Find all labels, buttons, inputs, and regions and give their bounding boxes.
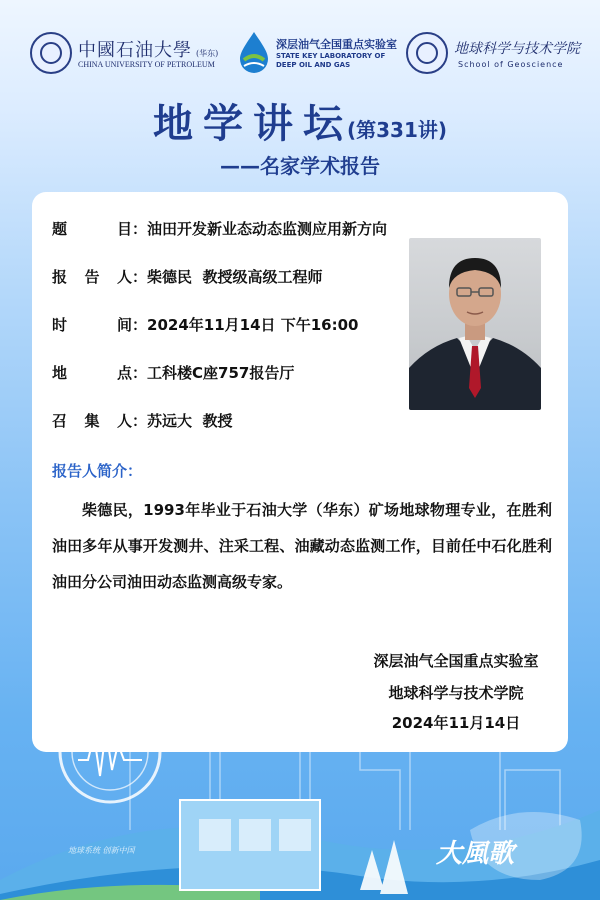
school-english: School of Geoscience [458, 60, 564, 69]
university-name: 中國石油大學 [78, 40, 192, 61]
school-logo [406, 28, 586, 78]
badge-text: School of Geosciences [54, 695, 163, 749]
bio-text: 柴德民，1993年毕业于石油大学（华东）矿场地球物理专业，在胜利油田多年从事开发测井、注采工程、油藏动态监测工作，目前任中石化胜利油田分公司油田动态监测高级专家。 [52, 501, 552, 591]
university-english: CHINA UNIVERSITY OF PETROLEUM [78, 60, 215, 69]
logo-bar [0, 28, 600, 78]
page-subtitle: ——名家学术报告 [220, 154, 380, 178]
convener-value: 苏远大 教授 [147, 412, 233, 430]
footer-slogan: 地球系统 创新中国 [68, 846, 135, 855]
school-name: 地球科学与技术学院 [454, 41, 580, 57]
convener-row: 召集人：苏远大 教授 [52, 412, 233, 430]
page-title [0, 92, 600, 149]
signature-date: 2024年11月14日 [391, 714, 521, 732]
info-card [32, 192, 568, 752]
brand-mark: 大風歌 [435, 839, 514, 869]
topic-value: 油田开发新业态动态监测应用新方向 [147, 220, 388, 238]
topic-row: 题 目：油田开发新业态动态监测应用新方向 [52, 220, 388, 238]
signature-org-lab: 深层油气全国重点实验室 [373, 652, 539, 670]
speaker-portrait-icon [409, 238, 541, 410]
topic-label: 题 目 [52, 220, 132, 238]
place-label: 地 点 [52, 364, 132, 382]
signature-org-school: 地球科学与技术学院 [388, 684, 524, 702]
time-label: 时 间 [52, 316, 132, 334]
speaker-row: 报告人：柴德民 教授级高级工程师 [52, 268, 323, 286]
forum-title: 地学讲坛 [152, 101, 353, 147]
speaker-photo [409, 238, 541, 410]
university-emblem-icon [30, 32, 72, 74]
place-value: 工科楼C座757报告厅 [147, 364, 295, 382]
place-row: 地 点：工科楼C座757报告厅 [52, 364, 295, 382]
convener-label: 召集人 [52, 412, 132, 430]
laboratory-english-2: DEEP OIL AND GAS [276, 61, 351, 69]
time-value: 2024年11月14日 下午16:00 [147, 316, 359, 334]
time-row: 时 间：2024年11月14日 下午16:00 [52, 316, 359, 334]
laboratory-name: 深层油气全国重点实验室 [276, 38, 397, 51]
university-campus: (华东) [196, 49, 219, 58]
speaker-label: 报告人 [52, 268, 132, 286]
laboratory-english-1: STATE KEY LABORATORY OF [276, 52, 386, 60]
speaker-value: 柴德民 教授级高级工程师 [147, 268, 323, 286]
laboratory-logo [236, 28, 397, 78]
university-logo [30, 28, 219, 78]
oil-drop-icon [236, 30, 272, 74]
bio-heading: 报告人简介： [52, 462, 143, 480]
session-number: (第331讲) [346, 118, 448, 142]
school-emblem-icon [406, 32, 448, 74]
